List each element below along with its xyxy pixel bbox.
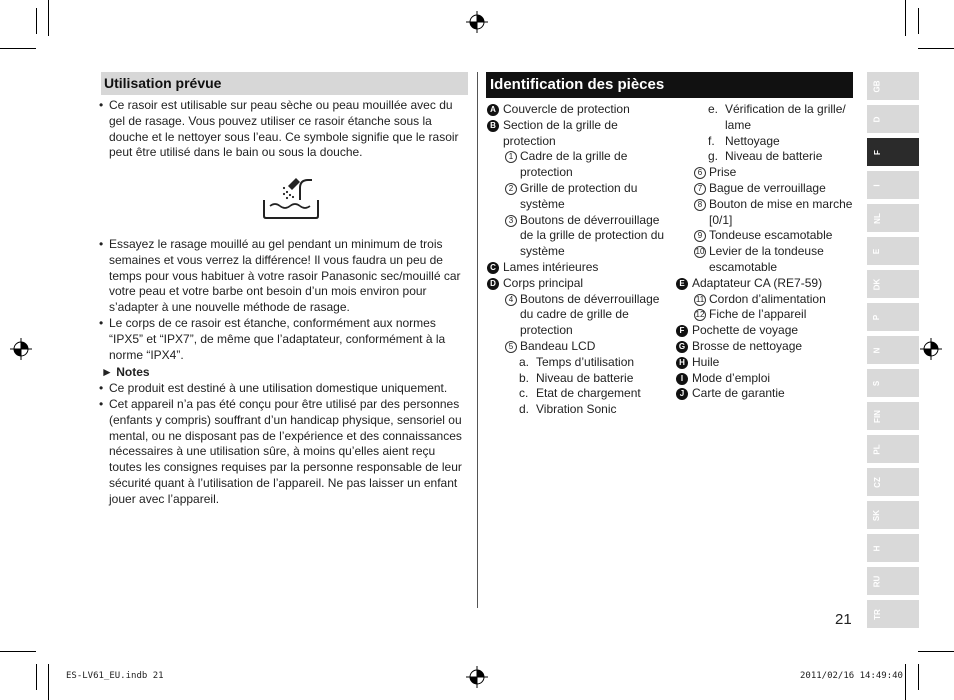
language-tab-s[interactable] <box>867 369 919 397</box>
part-label: Nettoyage <box>725 133 780 148</box>
paragraph-domestic-use: Ce produit est destiné à une utilisation domestique uniquement. <box>109 381 448 395</box>
part-letter-badge: I <box>676 373 688 385</box>
language-tab-label: N <box>872 347 882 353</box>
part-letter-badge: C <box>487 262 499 274</box>
language-tab-label: CZ <box>872 476 882 488</box>
footer-file: ES-LV61_EU.indb 21 <box>66 671 164 681</box>
part-number-circle: 6 <box>694 167 706 179</box>
language-tab-label: H <box>872 545 882 551</box>
language-tab-gb[interactable] <box>867 72 919 100</box>
bath-shower-icon <box>262 174 320 220</box>
column-divider <box>477 72 478 608</box>
part-label: Boutons de déverrouillage du cadre de grille de protection <box>520 291 660 338</box>
paragraph-safety: Cet appareil n’a pas été conçu pour être utilisé par des personnes (enfants y compris) souffrant d’un handicap physique, sensoriel ou mental, ou ne disposant pas de l’expérience et des connaissances nécessaires à une utilisation sûre, à moins qu’elles aient reçu toutes les consignes requises par la personne responsable de leur sécurité quant à l’utilisation de l’appareil. Ne pas laisser un enfant jouer avec l’appareil. <box>109 397 462 506</box>
language-tab-cz[interactable] <box>867 468 919 496</box>
part-number-circle: 8 <box>694 199 706 211</box>
bullet: • <box>99 316 104 330</box>
part-label: Boutons de déverrouillage de la grille de protection du système <box>520 212 665 259</box>
part-letter-badge: F <box>676 325 688 337</box>
part-letter-badge: J <box>676 388 688 400</box>
registration-mark-icon <box>920 338 942 360</box>
language-tab-d[interactable] <box>867 105 919 133</box>
part-sub-letter: b. <box>519 370 530 385</box>
language-tab-label: SK <box>872 509 882 521</box>
language-tab-i[interactable] <box>867 171 919 199</box>
registration-mark-icon <box>466 666 488 688</box>
language-tab-label: P <box>872 314 882 320</box>
part-label: Adaptateur CA (RE7-59) <box>692 275 823 290</box>
part-label: Niveau de batterie <box>725 149 823 164</box>
part-label: Prise <box>709 165 737 180</box>
part-label: Huile <box>692 354 720 369</box>
part-label: Temps d’utilisation <box>536 354 635 369</box>
part-label: Mode d’emploi <box>692 370 771 385</box>
part-label: Etat de chargement <box>536 386 641 401</box>
part-number-circle: 4 <box>505 294 517 306</box>
part-label: Levier de la tondeuse escamotable <box>709 244 824 274</box>
language-tab-sk[interactable] <box>867 501 919 529</box>
registration-mark-icon <box>10 338 32 360</box>
part-label: Cadre de la grille de protection <box>520 149 628 180</box>
part-number-circle: 3 <box>505 215 517 227</box>
part-sub-letter: c. <box>519 386 529 401</box>
part-letter-badge: G <box>676 341 688 353</box>
language-tab-fin[interactable] <box>867 402 919 430</box>
part-label: Fiche de l’appareil <box>709 307 807 322</box>
language-tab-label: RU <box>872 575 882 587</box>
part-label: Bague de verrouillage <box>709 181 826 195</box>
part-label: Lames intérieures <box>503 260 599 274</box>
part-sub-letter: f. <box>708 133 715 148</box>
part-label: Carte de garantie <box>692 386 785 401</box>
part-label: Pochette de voyage <box>692 323 799 338</box>
part-sub-letter: d. <box>519 402 530 417</box>
bullet: • <box>99 98 104 112</box>
part-label: Niveau de batterie <box>536 370 634 385</box>
part-number-circle: 10 <box>695 247 705 257</box>
bullet: • <box>99 397 104 411</box>
part-number-circle: 5 <box>505 341 517 353</box>
part-sub-letter: a. <box>519 354 530 369</box>
footer-datetime: 2011/02/16 14:49:40 <box>800 671 903 681</box>
part-label: Bouton de mise en marche [0/1] <box>709 196 853 227</box>
language-tab-n[interactable] <box>867 336 919 364</box>
part-label: Vibration Sonic <box>536 402 617 417</box>
bullet: • <box>99 381 104 395</box>
part-label: Tondeuse escamotable <box>709 228 833 243</box>
language-tab-label: I <box>872 183 882 187</box>
language-tab-nl[interactable] <box>867 204 919 232</box>
part-number-circle: 7 <box>694 183 706 195</box>
registration-mark-icon <box>466 11 488 33</box>
paragraph-usage: Ce rasoir est utilisable sur peau sèche ou peau mouillée avec du gel de rasage. Vous pouvez utiliser ce rasoir étanche sous la douche et le nettoyer sous l’eau. Ce symbole signifie que le rasoir peut être utilisé dans le bain ou sous la douche. <box>109 98 459 160</box>
part-label: Couvercle de protection <box>503 102 630 116</box>
language-tab-label: GB <box>872 80 882 92</box>
language-tab-label: PL <box>872 443 882 455</box>
bullet: • <box>99 237 104 251</box>
notes-label: ► Notes <box>101 365 150 379</box>
language-tab-h[interactable] <box>867 534 919 562</box>
language-tab-label: E <box>872 248 882 254</box>
section-heading-parts-identification: Identification des pièces <box>486 72 853 98</box>
part-number-circle: 12 <box>695 310 705 320</box>
language-tab-f[interactable] <box>867 138 919 166</box>
part-label: Grille de protection du système <box>520 181 638 211</box>
language-tab-label: DK <box>872 278 882 290</box>
part-letter-badge: D <box>487 278 499 290</box>
part-letter-badge: A <box>487 104 499 116</box>
part-label: Brosse de nettoyage <box>692 339 803 353</box>
language-tab-dk[interactable] <box>867 270 919 298</box>
part-label: Corps principal <box>503 275 584 290</box>
language-tab-ru[interactable] <box>867 567 919 595</box>
language-tab-e[interactable] <box>867 237 919 265</box>
language-tab-label: FIN <box>872 409 882 423</box>
part-letter-badge: B <box>487 120 499 132</box>
part-sub-letter: e. <box>708 102 719 116</box>
language-tab-label: F <box>872 149 882 155</box>
part-number-circle: 9 <box>694 230 706 242</box>
part-sub-letter: g. <box>708 149 719 164</box>
paragraph-waterproof: Le corps de ce rasoir est étanche, conformément aux normes “IPX5” et “IPX7”, de même que l’adaptateur, conformément à la norme “IPX4”. <box>109 316 446 362</box>
language-tab-p[interactable] <box>867 303 919 331</box>
part-label: Vérification de la grille/ lame <box>725 102 846 132</box>
language-tab-label: TR <box>872 608 882 620</box>
part-number-circle: 2 <box>505 183 517 195</box>
language-tab-pl[interactable] <box>867 435 919 463</box>
language-tab-label: S <box>872 380 882 386</box>
paragraph-wet-shaving: Essayez le rasage mouillé au gel pendant un minimum de trois semaines et vous verrez la différence! Il vous faudra un peu de temps pour vous habituer à votre rasoir Panasonic sec/mouillé car votre peau et votre barbe ont besoin d’un mois environ pour s’adapter à une nouvelle méthode de rasage. <box>109 237 461 315</box>
part-letter-badge: H <box>676 357 688 369</box>
part-letter-badge: E <box>676 278 688 290</box>
part-label: Section de la grille de protection <box>503 117 618 148</box>
language-tab-label: D <box>872 116 882 122</box>
part-number-circle: 11 <box>695 294 705 304</box>
part-label: Bandeau LCD <box>520 339 596 353</box>
language-tab-label: NL <box>872 212 882 224</box>
part-label: Cordon d’alimentation <box>709 291 826 306</box>
section-heading-intended-use: Utilisation prévue <box>101 72 468 95</box>
language-tab-tr[interactable] <box>867 600 919 628</box>
part-number-circle: 1 <box>505 151 517 163</box>
page-number: 21 <box>835 611 852 628</box>
